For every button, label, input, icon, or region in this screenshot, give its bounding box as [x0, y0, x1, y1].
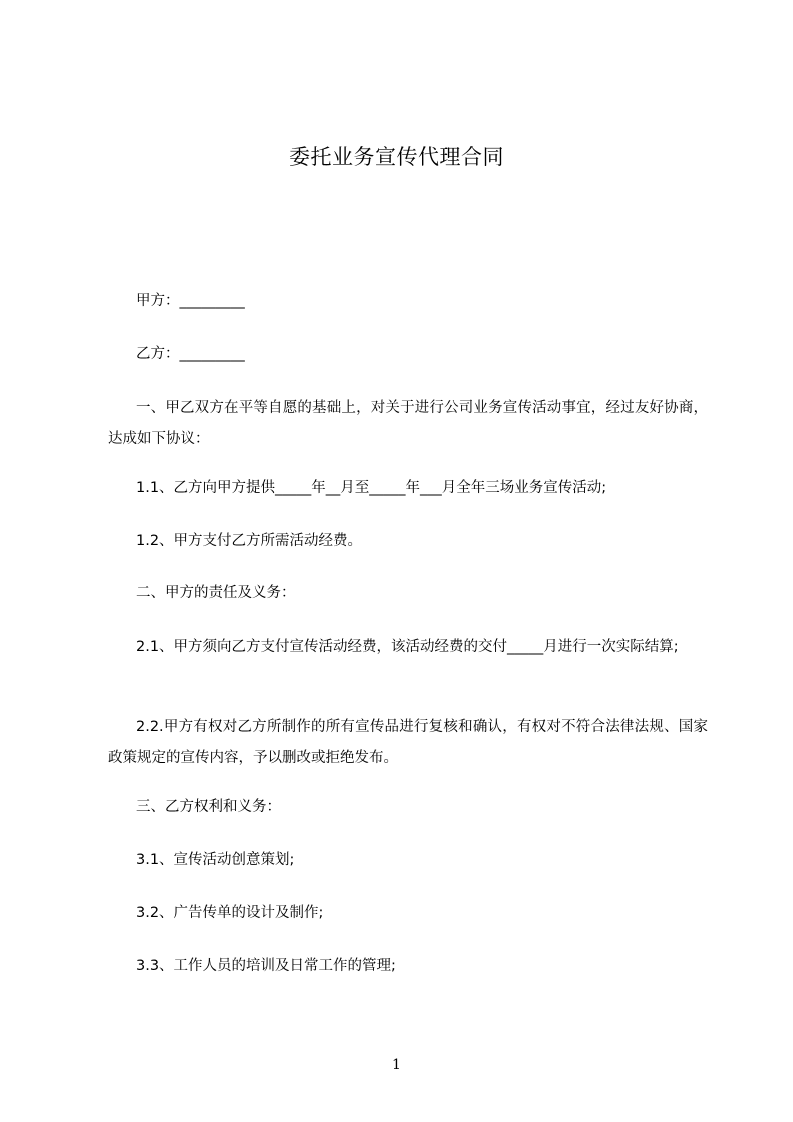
- clause-3-2: 3.2、广告传单的设计及制作;: [136, 905, 324, 921]
- party-b-line: 乙方：_________: [136, 346, 245, 362]
- clause-1-1: 1.1、乙方向甲方提供_____年__月至_____年___月全年三场业务宣传活动;: [136, 480, 607, 496]
- page-number: 1: [392, 1057, 401, 1073]
- clause-3-3: 3.3、工作人员的培训及日常工作的管理;: [136, 958, 396, 974]
- clause-2-2: 2.2.甲方有权对乙方所制作的所有宣传品进行复核和确认，有权对不符合法律法规、国家政策规定的宣传内容，予以删改或拒绝发布。: [108, 719, 708, 766]
- party-a-line: 甲方：_________: [136, 293, 245, 309]
- clause-3-1: 3.1、宣传活动创意策划;: [136, 852, 295, 868]
- document-title: 委托业务宣传代理合同: [289, 145, 504, 169]
- section-1-heading: 一、甲乙双方在平等自愿的基础上，对关于进行公司业务宣传活动事宜，经过友好协商，达成如下协议：: [108, 400, 708, 447]
- section-3-heading: 三、乙方权利和义务：: [136, 799, 281, 815]
- section-2-heading: 二、甲方的责任及义务：: [136, 585, 296, 601]
- clause-1-2: 1.2、甲方支付乙方所需活动经费。: [136, 533, 363, 549]
- clause-2-1: 2.1、甲方须向乙方支付宣传活动经费，该活动经费的交付_____月进行一次实际结算;: [136, 639, 679, 655]
